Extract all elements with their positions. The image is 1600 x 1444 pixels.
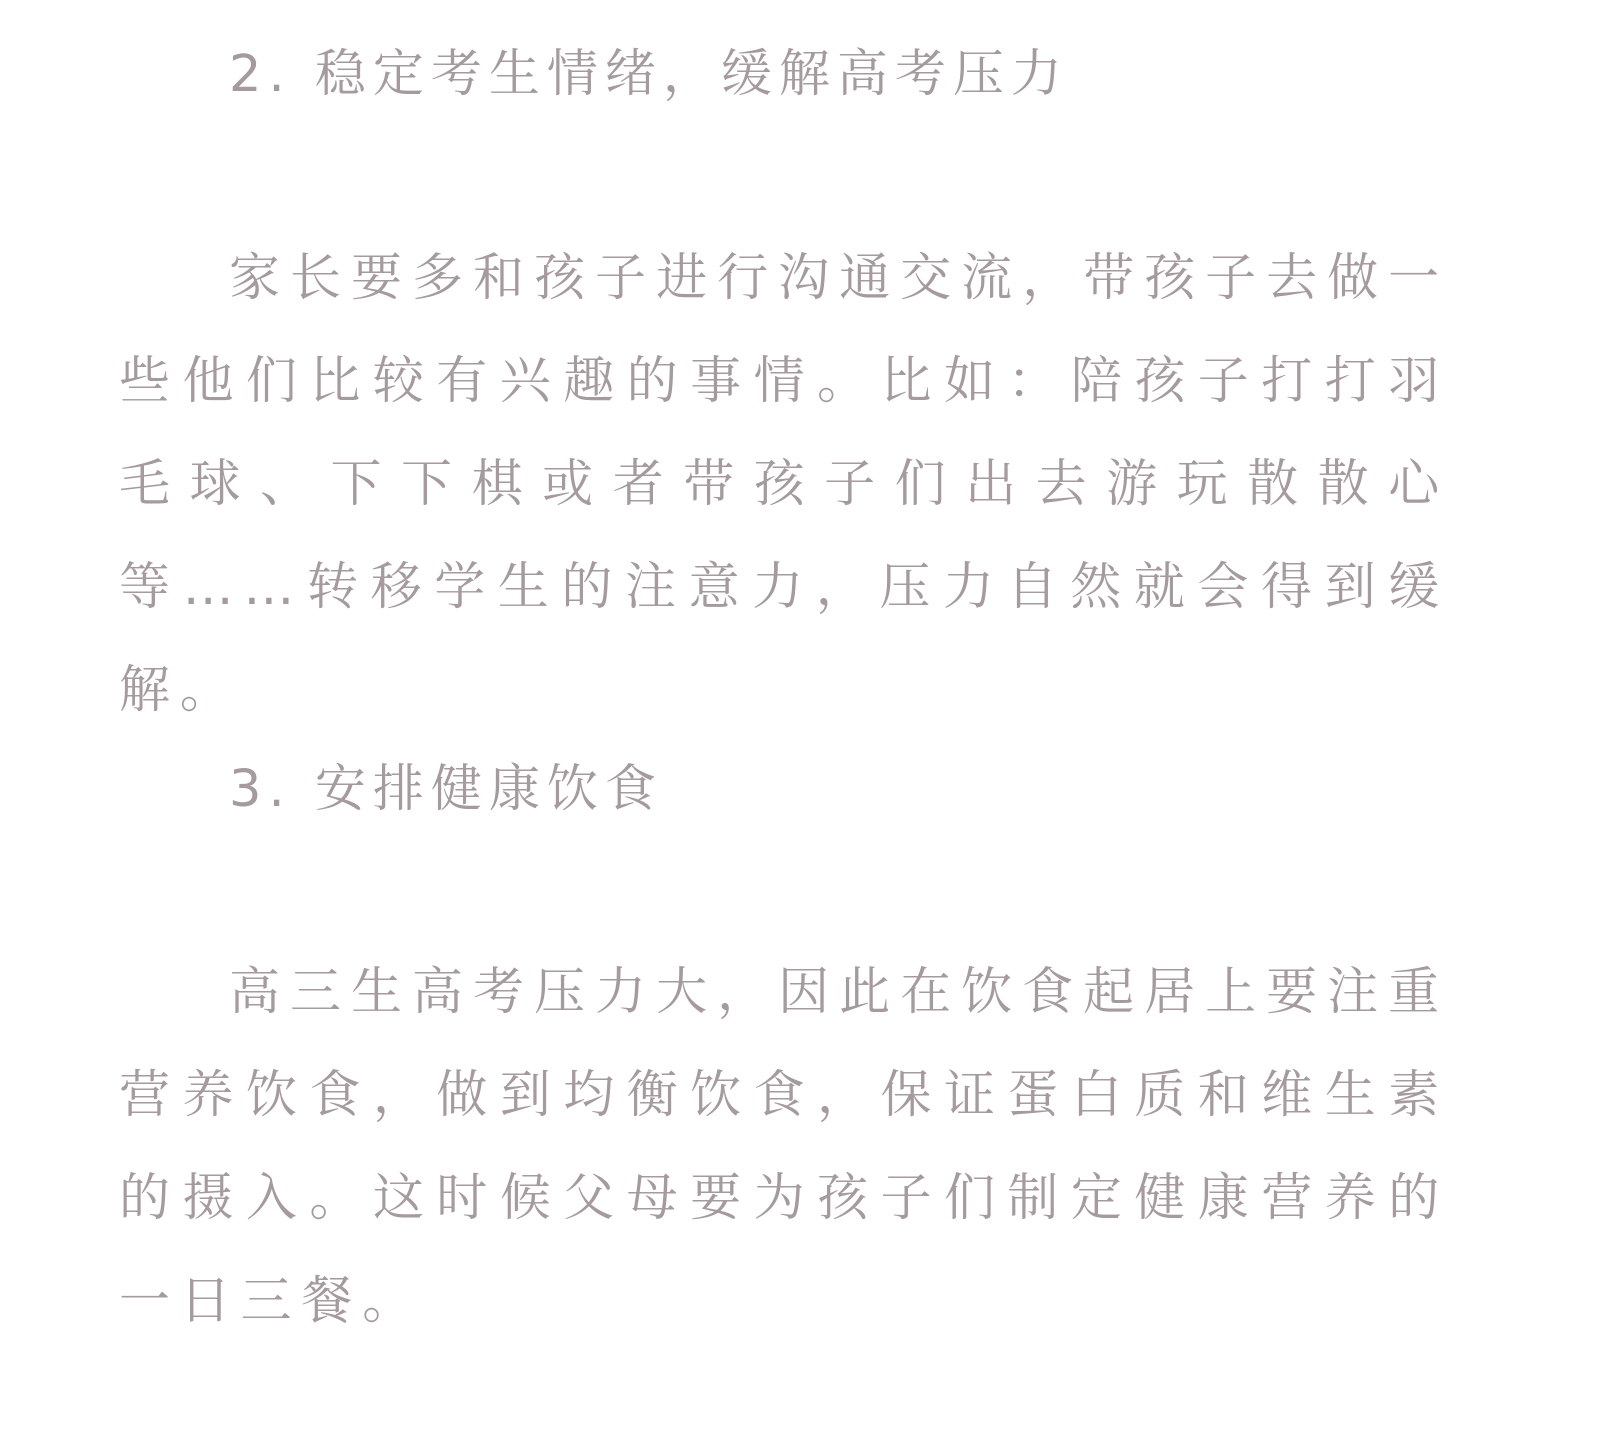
section-paragraph-2: 家长要多和孩子进行沟通交流，带孩子去做一些他们比较有兴趣的事情。比如：陪孩子打打羽毛球、下下棋或者带孩子们出去游玩散散心等……转移学生的注意力，压力自然就会得到缓解。 [119, 249, 1449, 720]
section-heading-2: 2. 稳定考生情绪，缓解高考压力 [229, 45, 1069, 104]
section-heading-3: 3. 安排健康饮食 [229, 760, 663, 819]
section-paragraph-3: 高三生高考压力大，因此在饮食起居上要注重营养饮食，做到均衡饮食，保证蛋白质和维生素的摄入。这时候父母要为孩子们制定健康营养的一日三餐。 [119, 963, 1449, 1331]
